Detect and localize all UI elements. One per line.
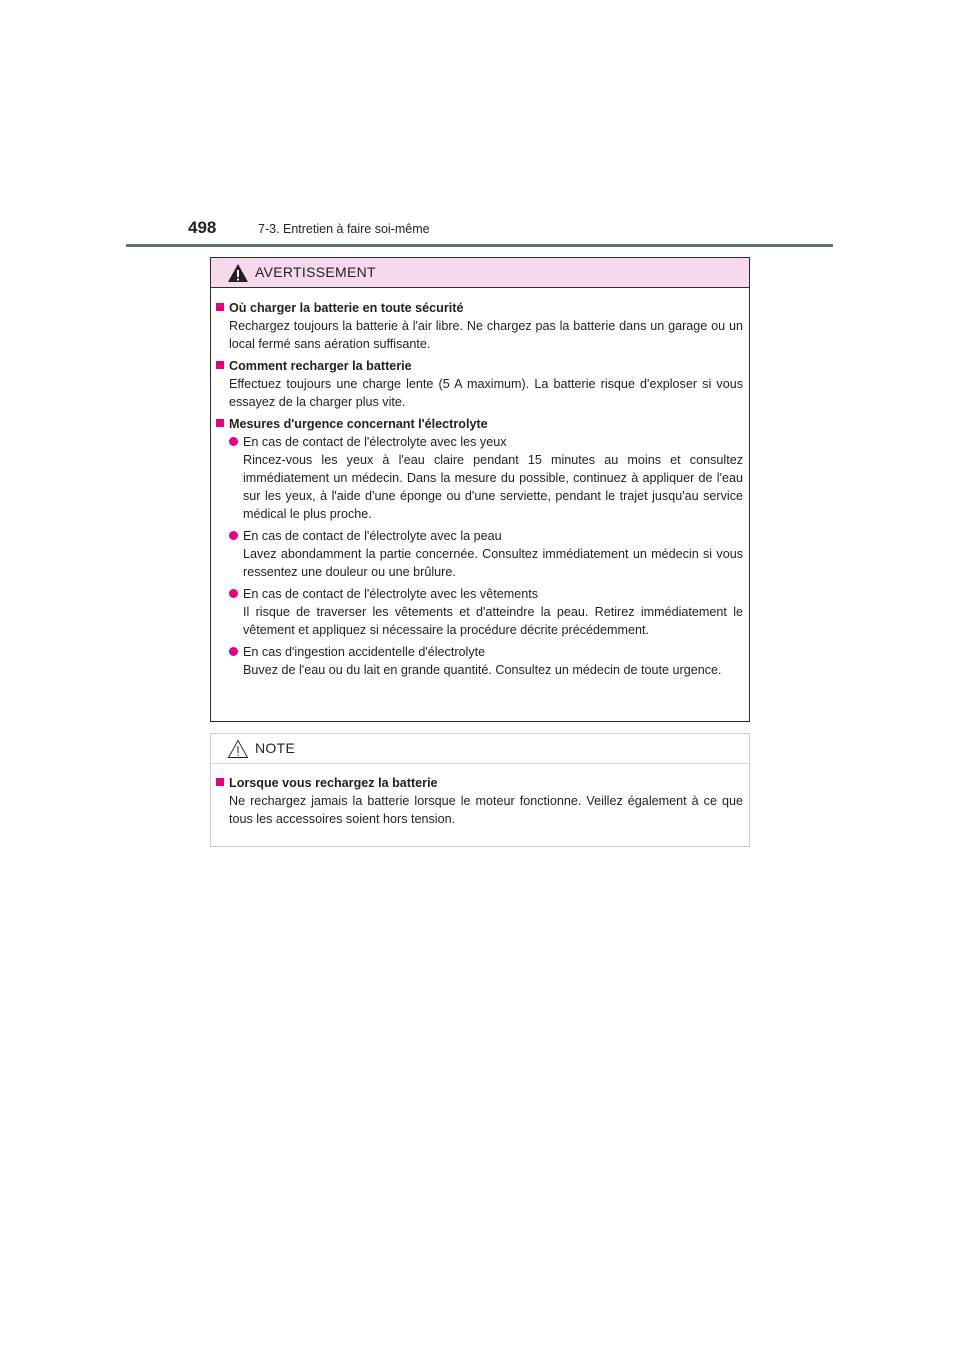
- warning-header: [211, 258, 749, 288]
- list-item: [216, 585, 743, 639]
- section-body: Rechargez toujours la batterie à l'air libre. Ne chargez pas la batterie dans un garage ou un local fermé sans aération suffisante.: [229, 319, 743, 351]
- section-body: Effectuez toujours une charge lente (5 A maximum). La batterie risque d'exploser si vous essayez de la charger plus vite.: [229, 377, 743, 409]
- section-heading: Comment recharger la batterie: [229, 359, 412, 373]
- note-content: [216, 774, 743, 832]
- list-item: [216, 433, 743, 523]
- list-item: [216, 643, 743, 679]
- bullet-text: Buvez de l'eau ou du lait en grande quantité. Consultez un médecin de toute urgence.: [243, 663, 722, 677]
- header-rule: [126, 244, 833, 247]
- page-number: 498: [188, 218, 217, 237]
- note-box: [210, 733, 750, 847]
- note-title: NOTE: [255, 740, 296, 756]
- section-title: 7-3. Entretien à faire soi-même: [258, 222, 430, 236]
- warning-section: [216, 415, 743, 679]
- square-bullet-icon: [216, 419, 224, 427]
- warning-box: [210, 257, 750, 722]
- warning-section: [216, 299, 743, 353]
- section-body: Ne rechargez jamais la batterie lorsque le moteur fonctionne. Veillez également à ce que tous les accessoires soient hors tension.: [229, 794, 743, 826]
- bullet-title: En cas de contact de l'électrolyte avec les yeux: [243, 435, 507, 449]
- round-bullet-icon: [229, 437, 238, 446]
- page-header: [188, 218, 848, 238]
- note-header: [211, 734, 749, 764]
- square-bullet-icon: [216, 303, 224, 311]
- round-bullet-icon: [229, 531, 238, 540]
- list-item: [216, 527, 743, 581]
- bullet-title: En cas de contact de l'électrolyte avec les vêtements: [243, 587, 539, 601]
- warning-triangle-icon: [227, 263, 249, 283]
- caution-triangle-outline-icon: [227, 739, 249, 759]
- bullet-title: En cas de contact de l'électrolyte avec la peau: [243, 529, 502, 543]
- bullet-title: En cas d'ingestion accidentelle d'électrolyte: [243, 645, 486, 659]
- bullet-text: Rincez-vous les yeux à l'eau claire pendant 15 minutes au moins et consultez immédiatement un médecin. Dans la mesure du possible, continuez à appliquer de l'eau sur les yeux, à l'aide d'une éponge ou d'une serviette, pendant le trajet jusqu'au service médical le plus proche.: [243, 453, 743, 521]
- section-heading: Mesures d'urgence concernant l'électrolyte: [229, 417, 488, 431]
- warning-section: [216, 357, 743, 411]
- section-heading: Lorsque vous rechargez la batterie: [229, 776, 438, 790]
- bullet-text: Il risque de traverser les vêtements et d'atteindre la peau. Retirez immédiatement le vêtement et appliquez si nécessaire la procédure décrite précédemment.: [243, 605, 743, 637]
- square-bullet-icon: [216, 361, 224, 369]
- round-bullet-icon: [229, 647, 238, 656]
- section-heading: Où charger la batterie en toute sécurité: [229, 301, 464, 315]
- square-bullet-icon: [216, 778, 224, 786]
- round-bullet-icon: [229, 589, 238, 598]
- warning-content: [216, 299, 743, 683]
- bullet-text: Lavez abondamment la partie concernée. Consultez immédiatement un médecin si vous ressentez une douleur ou une brûlure.: [243, 547, 743, 579]
- note-section: [216, 774, 743, 828]
- warning-title: AVERTISSEMENT: [255, 264, 376, 280]
